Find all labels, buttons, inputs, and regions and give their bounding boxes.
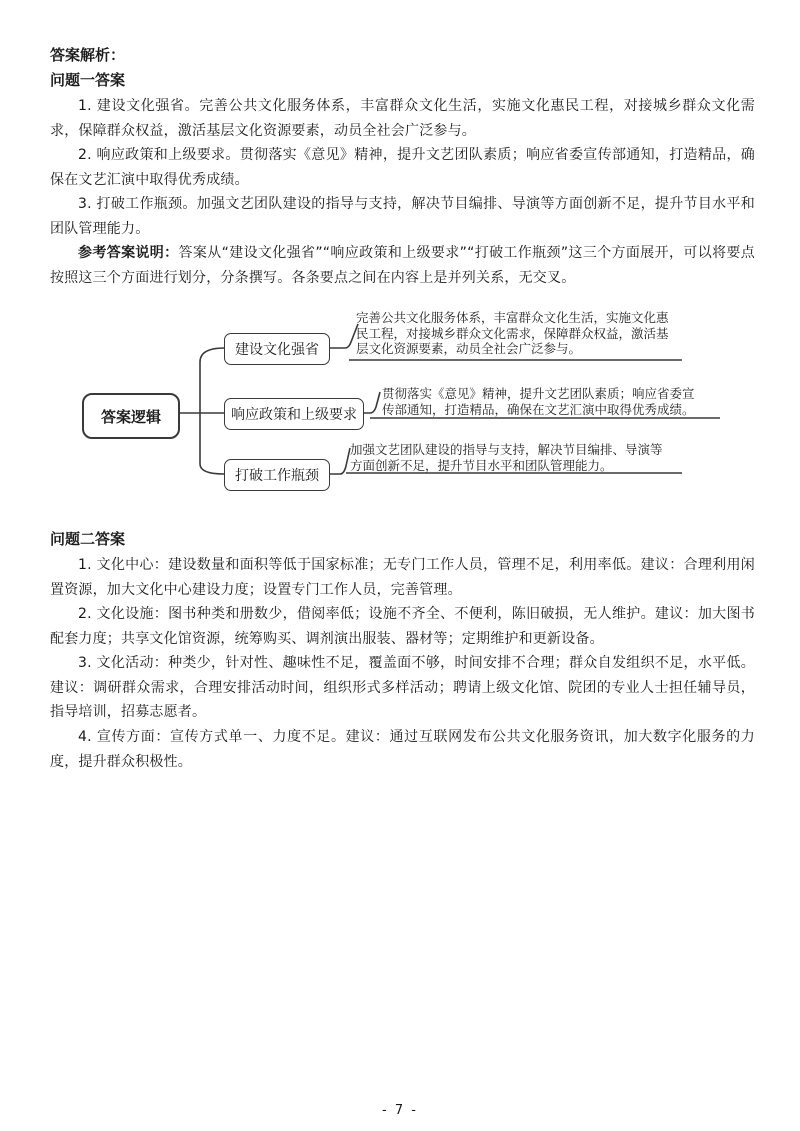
- q1-point-2: 2. 响应政策和上级要求。贯彻落实《意见》精神，提升文艺团队素质；响应省委宣传部通知，打造精品，确保在文艺汇演中取得优秀成绩。: [50, 147, 755, 188]
- mindmap-branch-1-node: 建设文化强省: [224, 333, 330, 365]
- branch-2-leader: [363, 392, 380, 413]
- branch-1-connector: [200, 348, 224, 362]
- branch-3-leader: [330, 448, 350, 474]
- branch-1-leader: [330, 324, 358, 348]
- mindmap-branch-2-node: 响应政策和上级要求: [224, 398, 364, 430]
- q1-note-label: 参考答案说明：: [78, 245, 179, 261]
- q1-point-3: 3. 打破工作瓶颈。加强文艺团队建设的指导与支持，解决节目编排、导演等方面创新不足，提升节目水平和团队管理能力。: [50, 196, 755, 237]
- q2-point-2: 2. 文化设施：图书种类和册数少，借阅率低；设施不齐全、不便利，陈旧破损，无人维护。建议：加大图书配套力度；共享文化馆资源，统筹购买、调剂演出服装、器材等；定期维护和更新设备。: [50, 606, 755, 647]
- section-title: 答案解析：: [50, 46, 126, 64]
- mindmap-branch-1-detail: 完善公共文化服务体系，丰富群众文化生活，实施文化惠民工程，对接城乡群众文化需求，保障群众权益，激活基层文化资源要素，动员全社会广泛参与。: [356, 310, 669, 356]
- branch-3-connector: [200, 464, 224, 474]
- mindmap-branch-2-detail: 贯彻落实《意见》精神，提升文艺团队素质；响应省委宣传部通知，打造精品，确保在文艺汇演中取得优秀成绩。: [382, 386, 695, 417]
- q2-point-3: 3. 文化活动：种类少，针对性、趣味性不足，覆盖面不够，时间安排不合理；群众自发组织不足，水平低。建议：调研群众需求，合理安排活动时间，组织形式多样活动；聘请上级文化馆、院团的专业人士担任辅导员，指导培训，招募志愿者。: [50, 655, 755, 720]
- mindmap-branch-3-node: 打破工作瓶颈: [224, 459, 330, 491]
- mindmap-root-node: 答案逻辑: [82, 393, 180, 439]
- q1-heading: 问题一答案: [50, 71, 126, 89]
- page-number: - 7 -: [382, 1103, 418, 1118]
- mindmap-branch-3-detail: 加强文艺团队建设的指导与支持，解决节目编排、导演等方面创新不足，提升节目水平和团队管理能力。: [350, 442, 663, 473]
- q2-heading: 问题二答案: [50, 530, 126, 548]
- q1-point-1: 1. 建设文化强省。完善公共文化服务体系，丰富群众文化生活，实施文化惠民工程，对接城乡群众文化需求，保障群众权益，激活基层文化资源要素，动员全社会广泛参与。: [50, 98, 755, 139]
- q2-point-1: 1. 文化中心：建设数量和面积等低于国家标准；无专门工作人员，管理不足，利用率低。建议：合理利用闲置资源，加大文化中心建设力度；设置专门工作人员，完善管理。: [50, 557, 755, 598]
- q1-note-text: 答案从“建设文化强省”“响应政策和上级要求”“打破工作瓶颈”这三个方面展开，可以将要点按照这三个方面进行划分，分条撰写。各条要点之间在内容上是并列关系，无交叉。: [50, 245, 755, 286]
- q2-point-4: 4. 宣传方面：宣传方式单一、力度不足。建议：通过互联网发布公共文化服务资讯，加大数字化服务的力度，提升群众积极性。: [50, 729, 755, 770]
